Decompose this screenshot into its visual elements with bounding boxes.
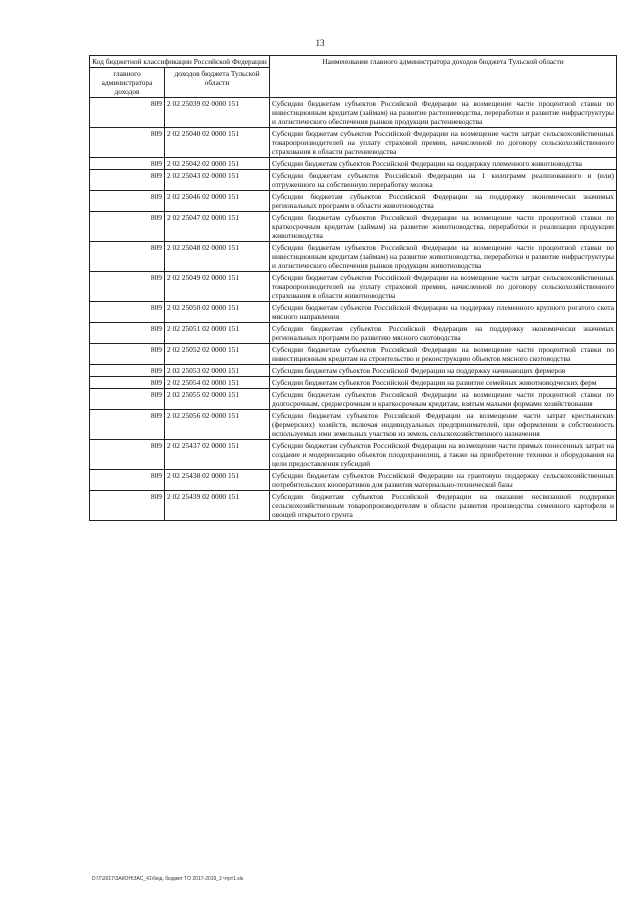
description-cell: Субсидии бюджетам субъектов Российской Федерации на развитие семейных животноводческих ферм: [270, 377, 617, 389]
header-admin: главного администратора доходов: [90, 68, 165, 98]
income-code-cell: 2 02 25438 02 0000 151: [165, 470, 270, 491]
income-code-cell: 2 02 25439 02 0000 151: [165, 491, 270, 521]
description-cell: Субсидии бюджетам субъектов Российской Федерации на возмещение части затрат сельскохозяйственных товаропроизводителей на уплату страховой премии, начисленной по договору сельскохозяйственного страхования в области растениеводства: [270, 128, 617, 158]
admin-code-cell: 809: [90, 191, 165, 212]
admin-code-cell: 809: [90, 128, 165, 158]
page-number: 13: [315, 38, 325, 48]
admin-code-cell: 809: [90, 98, 165, 128]
admin-code-cell: 809: [90, 410, 165, 440]
description-cell: Субсидии бюджетам субъектов Российской Федерации на возмещение части процентной ставки по инвестиционным кредитам на строительство и реконструкцию объектов мясного скотоводства: [270, 344, 617, 365]
admin-code-cell: 809: [90, 344, 165, 365]
description-cell: Субсидии бюджетам субъектов Российской Федерации на возмещение части затрат крестьянских (фермерских) хозяйств, включая индивидуальных предпринимателей, при оформлении в собственность используемых ими земельных участков из земель сельскохозяйственного назначения: [270, 410, 617, 440]
income-code-cell: 2 02 25046 02 0000 151: [165, 191, 270, 212]
table-row: [90, 470, 617, 491]
admin-code-cell: 809: [90, 272, 165, 302]
admin-code-cell: 809: [90, 470, 165, 491]
income-code-cell: 2 02 25042 02 0000 151: [165, 158, 270, 170]
table-row: [90, 410, 617, 440]
table-row: [90, 170, 617, 191]
income-code-cell: 2 02 25047 02 0000 151: [165, 212, 270, 242]
income-code-cell: 2 02 25054 02 0000 151: [165, 377, 270, 389]
description-cell: Субсидии бюджетам субъектов Российской Федерации на 1 килограмм реализованного и (или) отгруженного на собственную переработку молока: [270, 170, 617, 191]
description-cell: Субсидии бюджетам субъектов Российской Федерации на поддержку экономически значимых региональных программ по развитию мясного скотоводства: [270, 323, 617, 344]
income-code-cell: 2 02 25437 02 0000 151: [165, 440, 270, 470]
admin-code-cell: 809: [90, 389, 165, 410]
table-row: [90, 491, 617, 521]
table-row: [90, 191, 617, 212]
admin-code-cell: 809: [90, 377, 165, 389]
admin-code-cell: 809: [90, 323, 165, 344]
description-cell: Субсидии бюджетам субъектов Российской Федерации на возмещение части процентной ставки по инвестиционным кредитам (займам) на развитие растениеводства, переработки и развитие инфраструктуры и логистического обеспечения рынков продукции растениеводства: [270, 98, 617, 128]
income-code-cell: 2 02 25051 02 0000 151: [165, 323, 270, 344]
income-code-cell: 2 02 25049 02 0000 151: [165, 272, 270, 302]
budget-classification-table: [89, 55, 617, 521]
header-name-group: Наименование главного администратора доходов бюджета Тульской области: [270, 56, 617, 98]
income-code-cell: 2 02 25039 02 0000 151: [165, 98, 270, 128]
description-cell: Субсидии бюджетам субъектов Российской Федерации на оказание несвязанной поддержки сельскохозяйственным товаропроизводителям в области развития производства семенного картофеля и овощей открытого грунта: [270, 491, 617, 521]
description-cell: Субсидии бюджетам субъектов Российской Федерации на грантовую поддержку сельскохозяйственных потребительских кооперативов для развития материально-технической базы: [270, 470, 617, 491]
table-row: [90, 377, 617, 389]
description-cell: Субсидии бюджетам субъектов Российской Федерации на поддержку племенного животноводства: [270, 158, 617, 170]
header-code-group: Код бюджетной классификации Российской Федерации: [90, 56, 270, 68]
income-code-cell: 2 02 25055 02 0000 151: [165, 389, 270, 410]
table-row: [90, 344, 617, 365]
table-row: [90, 128, 617, 158]
income-code-cell: 2 02 25052 02 0000 151: [165, 344, 270, 365]
description-cell: Субсидии бюджетам субъектов Российской Федерации на возмещение части процентной ставки по краткосрочным кредитам (займам) на развитие животноводства, переработки и реализации продукции животноводства: [270, 212, 617, 242]
table-row: [90, 98, 617, 128]
income-code-cell: 2 02 25050 02 0000 151: [165, 302, 270, 323]
income-code-cell: 2 02 25048 02 0000 151: [165, 242, 270, 272]
table-row: [90, 302, 617, 323]
admin-code-cell: 809: [90, 302, 165, 323]
description-cell: Субсидии бюджетам субъектов Российской Федерации на возмещение части процентной ставки по инвестиционным кредитам (займам) на развитие животноводства, переработки и развитие инфраструктуры и логистического обеспечения рынков продукции животноводства: [270, 242, 617, 272]
income-code-cell: 2 02 25056 02 0000 151: [165, 410, 270, 440]
table-row: [90, 323, 617, 344]
income-code-cell: 2 02 25053 02 0000 151: [165, 365, 270, 377]
table-row: [90, 212, 617, 242]
description-cell: Субсидии бюджетам субъектов Российской Федерации на возмещение части прямых понесенных затрат на создание и модернизацию объектов плодохранилищ, а также на приобретение техники и оборудования на цели предоставления субсидий: [270, 440, 617, 470]
admin-code-cell: 809: [90, 365, 165, 377]
description-cell: Субсидии бюджетам субъектов Российской Федерации на возмещение части затрат сельскохозяйственных товаропроизводителей на уплату страховой премии, начисленной по договору сельскохозяйственного страхования в области животноводства: [270, 272, 617, 302]
admin-code-cell: 809: [90, 158, 165, 170]
header-income: доходов бюджета Тульской области: [165, 68, 270, 98]
table-row: [90, 242, 617, 272]
admin-code-cell: 809: [90, 212, 165, 242]
table-row: [90, 272, 617, 302]
admin-code-cell: 809: [90, 242, 165, 272]
table-body: [90, 98, 617, 521]
description-cell: Субсидии бюджетам субъектов Российской Федерации на возмещение части процентной ставки по долгосрочным, среднесрочным и краткосрочным кредитам, взятым малыми формами хозяйствования: [270, 389, 617, 410]
table-row: [90, 365, 617, 377]
income-code-cell: 2 02 25040 02 0000 151: [165, 128, 270, 158]
table-row: [90, 158, 617, 170]
description-cell: Субсидии бюджетам субъектов Российской Федерации на поддержку племенного крупного рогатого скота мясного направления: [270, 302, 617, 323]
table-header: [90, 56, 617, 98]
admin-code-cell: 809: [90, 170, 165, 191]
file-path-footer: D:\T\2017\ЗАКОН\ЗАС_41\бюд. бюджет ТО 2017-2019_2 чтрт1.xls: [92, 876, 244, 882]
income-code-cell: 2 02 25043 02 0000 151: [165, 170, 270, 191]
admin-code-cell: 809: [90, 491, 165, 521]
table-row: [90, 389, 617, 410]
table-row: [90, 440, 617, 470]
description-cell: Субсидии бюджетам субъектов Российской Федерации на поддержку экономически значимых региональных программ в области животноводства: [270, 191, 617, 212]
description-cell: Субсидии бюджетам субъектов Российской Федерации на поддержку начинающих фермеров: [270, 365, 617, 377]
admin-code-cell: 809: [90, 440, 165, 470]
